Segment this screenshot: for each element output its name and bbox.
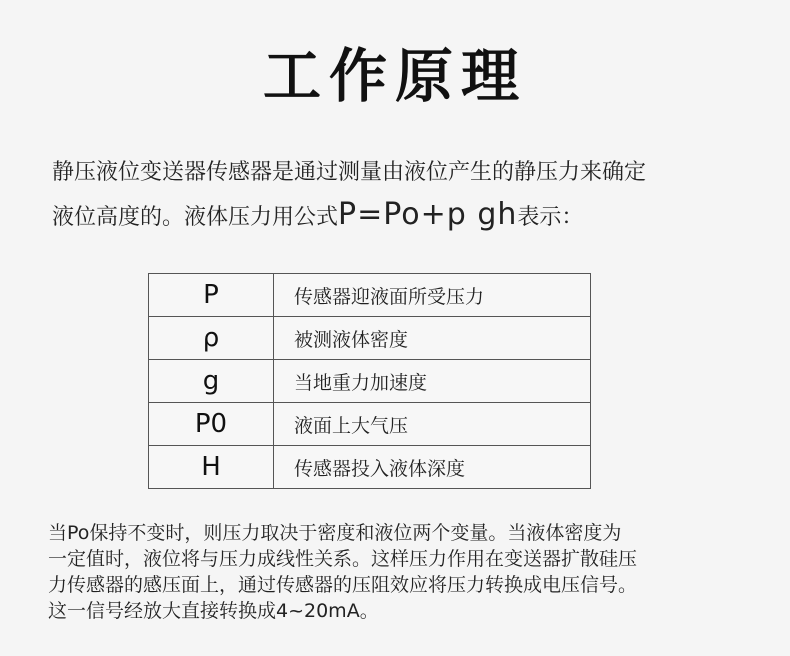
intro-line-1: 静压液位变送器传感器是通过测量由液位产生的静压力来确定: [52, 160, 647, 185]
intro-line-2-prefix: 液位高度的。液体压力用公式: [52, 205, 339, 230]
variable-description: 传感器迎液面所受压力: [274, 274, 591, 317]
table-row: [149, 274, 591, 317]
variable-symbol: ρ: [149, 317, 274, 360]
pressure-formula: P=Po+p gh: [338, 197, 518, 232]
intro-paragraph: [52, 152, 752, 239]
table-row: [149, 317, 591, 360]
intro-line-2-suffix: 表示：: [517, 205, 584, 230]
variable-description: 被测液体密度: [274, 317, 591, 360]
variable-symbol: g: [149, 360, 274, 403]
table-row: [149, 446, 591, 489]
outro-paragraph: [48, 520, 748, 624]
table-row: [149, 360, 591, 403]
table-row: [149, 403, 591, 446]
variable-symbol: P: [149, 274, 274, 317]
outro-line-4: 这一信号经放大直接转换成4~20mA。: [48, 600, 379, 622]
outro-line-2: 一定值时，液位将与压力成线性关系。这样压力作用在变送器扩散硅压: [48, 548, 638, 570]
page-title: 工作原理: [262, 42, 527, 110]
outro-line-1: 当Po保持不变时，则压力取决于密度和液位两个变量。当液体密度为: [48, 522, 622, 544]
variable-symbol: P0: [149, 403, 274, 446]
intro-line-2: [52, 194, 752, 239]
variable-table: [148, 273, 591, 489]
outro-line-3: 力传感器的感压面上，通过传感器的压阻效应将压力转换成电压信号。: [48, 574, 638, 596]
variable-description: 传感器投入液体深度: [274, 446, 591, 489]
variable-symbol: H: [149, 446, 274, 489]
variable-description: 当地重力加速度: [274, 360, 591, 403]
variable-description: 液面上大气压: [274, 403, 591, 446]
